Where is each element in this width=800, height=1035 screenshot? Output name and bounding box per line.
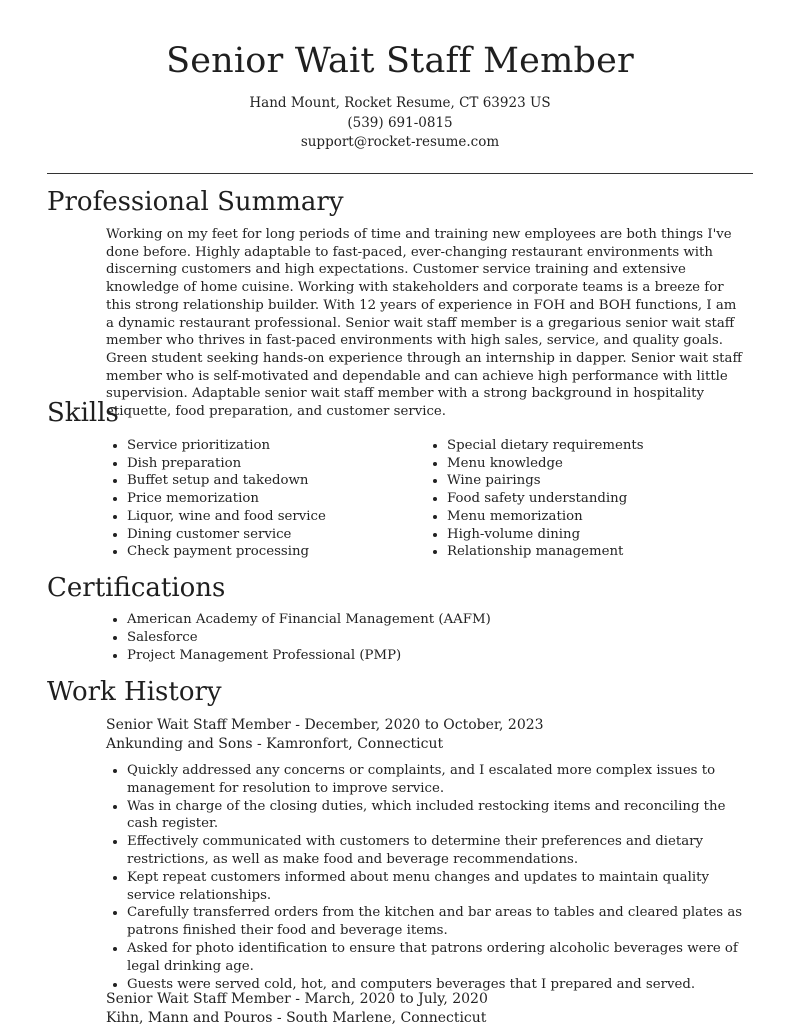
job-duty: • Kept repeat customers informed about menu changes and updates to maintain quality service relationships. — [127, 869, 751, 905]
skill-item: • Dining customer service — [127, 526, 426, 544]
job-dates: December, 2020 to October, 2023 — [304, 717, 544, 733]
skill-item: • Dish preparation — [127, 455, 426, 473]
address: Hand Mount, Rocket Resume, CT 63923 US — [249, 95, 551, 111]
skill-item: • Food safety understanding — [447, 490, 746, 508]
header-divider — [47, 173, 753, 174]
contact-block — [0, 94, 800, 153]
skill-item: • Buffet setup and takedown — [127, 472, 426, 490]
job-title: Senior Wait Staff Member — [106, 717, 291, 733]
summary-text: Working on my feet for long periods of time and training new employees are both things I've done before. Highly adaptable to fast-paced, ever-changing restaurant environments with discerning customers and high expectations. Customer service training and extensive knowledge of home cuisine. Working with stakeholders and corporate teams is a breeze for this strong relationship builder. With 12 years of experience in FOH and BOH functions, I am a dynamic restaurant professional. Senior wait staff member is a gregarious senior wait staff member who thrives in fast-paced environments with high sales, service, and quality goals. Green student seeking hands-on experience through an internship in dapper. Senior wait staff member who is self-motivated and dependable and can achieve high performance with little supervision. Adaptable senior wait staff member with a strong background in hospitality etiquette, food preparation, and customer service. — [106, 227, 742, 420]
skill-item: • Liquor, wine and food service — [127, 508, 426, 526]
certifications-heading: Certifications — [47, 573, 226, 603]
job-duty: • Was in charge of the closing duties, which included restocking items and reconciling the cash register. — [127, 798, 751, 834]
job-company-line: Ankunding and Sons - Kamronfort, Connecticut — [106, 736, 444, 752]
skill-item: • Relationship management — [447, 543, 746, 561]
job-company: Ankunding and Sons — [106, 736, 253, 752]
job-company-line: Kihn, Mann and Pouros - South Marlene, Connecticut — [106, 1010, 487, 1026]
skill-item: • Special dietary requirements — [447, 437, 746, 455]
email: support@rocket-resume.com — [300, 134, 500, 150]
skill-item: • Menu memorization — [447, 508, 746, 526]
skill-item: • Price memorization — [127, 490, 426, 508]
job-title-line: Senior Wait Staff Member - March, 2020 to July, 2020 — [106, 991, 488, 1007]
certification-item: • Project Management Professional (PMP) — [127, 647, 746, 665]
job-duty: • Asked for photo identification to ensure that patrons ordering alcoholic beverages were of legal drinking age. — [127, 940, 751, 976]
candidate-name: Senior Wait Staff Member — [166, 41, 634, 81]
job-dates: March, 2020 to July, 2020 — [304, 991, 488, 1007]
work-history-heading: Work History — [47, 677, 222, 707]
job-title: Senior Wait Staff Member — [106, 991, 291, 1007]
skills-right-column — [426, 437, 746, 561]
summary-heading: Professional Summary — [47, 187, 344, 217]
job-duty: • Quickly addressed any concerns or complaints, and I escalated more complex issues to management for resolution to improve service. — [127, 762, 751, 798]
skill-item: • Service prioritization — [127, 437, 426, 455]
job-company: Kihn, Mann and Pouros — [106, 1010, 273, 1026]
skill-item: • Menu knowledge — [447, 455, 746, 473]
job-duties — [106, 762, 751, 993]
skills-heading: Skills — [47, 398, 119, 428]
certifications-list — [106, 611, 746, 666]
job-duty: • Effectively communicated with customers to determine their preferences and dietary restrictions, as well as make food and beverage recommendations. — [127, 833, 751, 869]
skill-item: • High-volume dining — [447, 526, 746, 544]
job-location: Kamronfort, Connecticut — [266, 736, 444, 752]
skill-item: • Check payment processing — [127, 543, 426, 561]
skills-list — [106, 437, 746, 561]
job-entry — [106, 990, 751, 1028]
job-title-line: Senior Wait Staff Member - December, 2020 to October, 2023 — [106, 717, 544, 733]
resume-header — [0, 0, 800, 174]
certification-item: • Salesforce — [127, 629, 746, 647]
phone: (539) 691-0815 — [347, 114, 453, 131]
skill-item: • Wine pairings — [447, 472, 746, 490]
skills-left-column — [106, 437, 426, 561]
job-duty: • Carefully transferred orders from the kitchen and bar areas to tables and cleared plates as patrons finished their food and beverage items. — [127, 904, 751, 940]
job-location: South Marlene, Connecticut — [286, 1010, 487, 1026]
job-entry — [106, 716, 751, 993]
job-duty: • Guests were served cold, hot, and computers beverages that I prepared and served. — [127, 976, 751, 994]
certification-item: • American Academy of Financial Management (AAFM) — [127, 611, 746, 629]
